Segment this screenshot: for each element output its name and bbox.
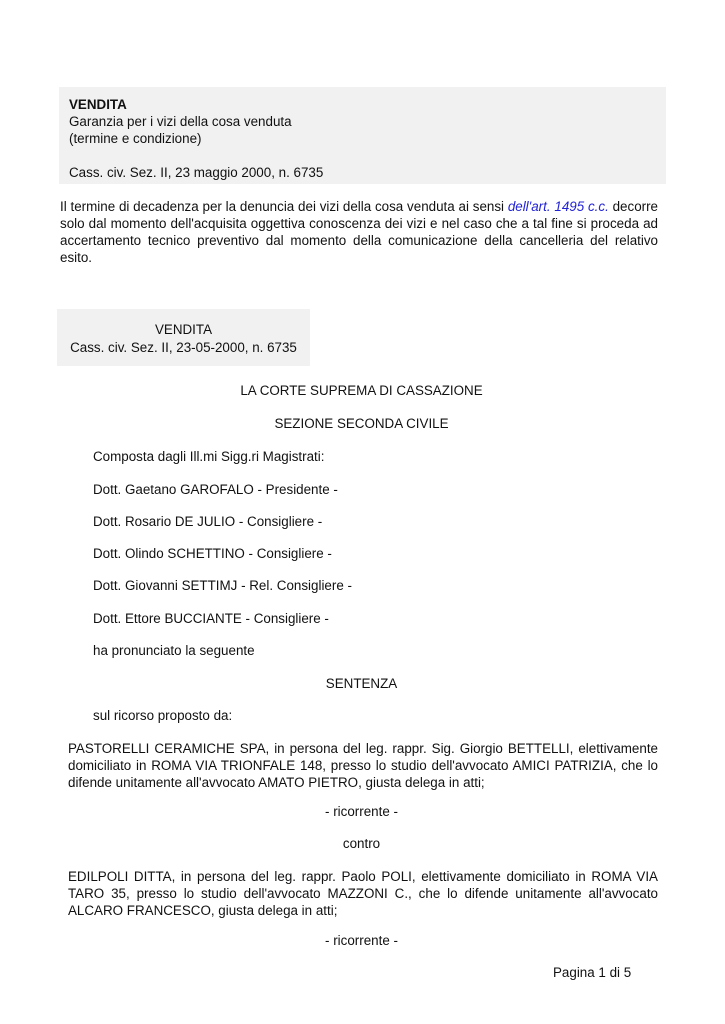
judge-1: Dott. Gaetano GAROFALO - Presidente - [93, 482, 338, 497]
page-number: Pagina 1 di 5 [553, 965, 632, 980]
article-link[interactable]: dell'art. 1495 c.c. [507, 199, 609, 214]
sentence-heading: SENTENZA [325, 676, 398, 691]
court-section: SEZIONE SECONDA CIVILE [274, 416, 449, 431]
header-subtitle-2: (termine e condizione) [69, 131, 202, 146]
reference-title: VENDITA [154, 322, 213, 337]
against-line: contro [342, 836, 381, 851]
composition-line: Composta dagli Ill.mi Sigg.ri Magistrati: [93, 449, 325, 464]
judge-4: Dott. Giovanni SETTIMJ - Rel. Consigliere - [93, 578, 352, 593]
judge-2: Dott. Rosario DE JULIO - Consigliere - [93, 514, 323, 529]
court-name: LA CORTE SUPREMA DI CASSAZIONE [240, 383, 483, 398]
party-1: PASTORELLI CERAMICHE SPA, in persona del leg. rappr. Sig. Giorgio BETTELLI, elettivamente domiciliato in ROMA VIA TRIONFALE 148, presso lo studio dell'avvocato AMICI PATRIZIA, che lo difende unitamente all'avvocato AMATO PIETRO, giusta delega in atti; [68, 741, 658, 790]
appeal-line: sul ricorso proposto da: [93, 708, 233, 723]
party-2: EDILPOLI DITTA, in persona del leg. rappr. Paolo POLI, elettivamente domiciliato in ROMA VIA TARO 35, presso lo studio dell'avvocato MAZZONI C., che lo difende unitamente all'avvocato ALCARO FRANCESCO, giusta delega in atti; [68, 869, 658, 918]
header-box [59, 87, 666, 184]
party-1-role: - ricorrente - [325, 804, 398, 819]
summary-text-before: Il termine di decadenza per la denuncia dei vizi della cosa venduta ai sensi [60, 199, 508, 214]
header-title: VENDITA [69, 97, 127, 112]
header-subtitle-1: Garanzia per i vizi della cosa venduta [69, 114, 292, 129]
summary-text-after: decorre solo dal momento dell'acquisita oggettiva conoscenza dei vizi e nel caso che a tal fine si proceda ad accertamento tecnico preventivo dal momento della comunicazione della cancelleria del relativo esito. [60, 199, 659, 265]
summary-paragraph [60, 198, 658, 266]
judge-3: Dott. Olindo SCHETTINO - Consigliere - [93, 546, 332, 561]
reference-citation: Cass. civ. Sez. II, 23-05-2000, n. 6735 [70, 340, 297, 355]
pronounced-line: ha pronunciato la seguente [93, 643, 255, 658]
header-citation: Cass. civ. Sez. II, 23 maggio 2000, n. 6735 [69, 165, 324, 180]
party-2-role: - ricorrente - [325, 933, 398, 948]
judge-5: Dott. Ettore BUCCIANTE - Consigliere - [93, 611, 329, 626]
reference-box [57, 309, 310, 366]
